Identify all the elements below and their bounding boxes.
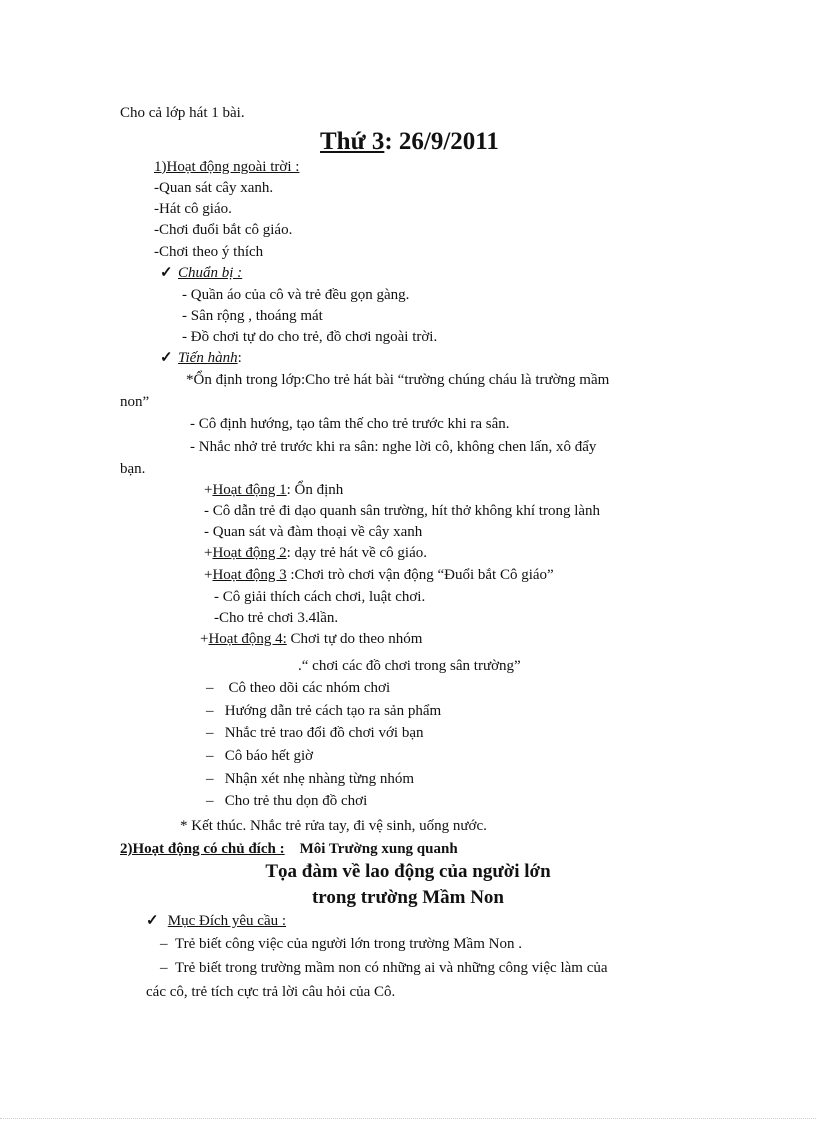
activity-2-label: Hoạt động 2 bbox=[212, 545, 287, 561]
activity-3-item: - Cô giải thích cách chơi, luật chơi. bbox=[214, 589, 426, 605]
goal-item-text: Trẻ biết trong trường mầm non có những ai và những công việc làm của bbox=[175, 960, 608, 976]
activity-item: -Quan sát cây xanh. bbox=[154, 180, 274, 196]
goal-item: – Trẻ biết trong trường mầm non có những ai và những công việc làm của bbox=[160, 960, 608, 976]
goal-label: Mục Đích yêu cầu : bbox=[167, 913, 287, 929]
activity-1-label: Hoạt động 1 bbox=[212, 482, 287, 498]
activity-2-text: : dạy trẻ hát về cô giáo. bbox=[286, 545, 428, 561]
activity-2: +Hoạt động 2: dạy trẻ hát về cô giáo. bbox=[204, 545, 428, 561]
section2-heading: 2)Hoạt động có chủ đích : bbox=[120, 841, 285, 857]
section2-topic: Môi Trường xung quanh bbox=[299, 841, 458, 857]
activity-4-item: – Hướng dẫn trẻ cách tạo ra sản phẩm bbox=[206, 703, 442, 719]
stabilize-line-cont: non” bbox=[120, 394, 150, 410]
activity-4-quote: .“ chơi các đồ chơi trong sân trường” bbox=[298, 658, 521, 674]
page-divider bbox=[0, 1118, 816, 1119]
procedure-heading bbox=[160, 349, 242, 367]
prep-item: - Quần áo của cô và trẻ đều gọn gàng. bbox=[182, 287, 410, 303]
activity-4: +Hoạt động 4: Chơi tự do theo nhóm bbox=[200, 631, 423, 647]
prep-item: - Sân rộng , thoáng mát bbox=[182, 308, 323, 324]
activity-3-label: Hoạt động 3 bbox=[212, 567, 287, 583]
remind-line: - Nhắc nhở trẻ trước khi ra sân: nghe lời cô, không chen lấn, xô đẩy bbox=[190, 439, 597, 455]
activity-item: -Chơi theo ý thích bbox=[154, 244, 264, 260]
activity-1-item: - Cô dẫn trẻ đi dạo quanh sân trường, hít thở không khí trong lành bbox=[204, 503, 601, 519]
activity-3-item: -Cho trẻ chơi 3.4lần. bbox=[214, 610, 339, 626]
section1-heading: 1)Hoạt động ngoài trời : bbox=[154, 159, 300, 175]
lesson-title-2: trong trường Mầm Non bbox=[311, 887, 505, 908]
activity-4-item: – Nhận xét nhẹ nhàng từng nhóm bbox=[206, 771, 415, 787]
activity-item: -Hát cô giáo. bbox=[154, 201, 232, 217]
goal-item: – Trẻ biết công việc của người lớn trong trường Mầm Non . bbox=[160, 936, 522, 952]
remind-line-cont: bạn. bbox=[120, 461, 146, 477]
activity-4-item-text: Cô theo dõi các nhóm chơi bbox=[228, 680, 391, 696]
check-icon: ✓ bbox=[160, 350, 173, 366]
activity-1: +Hoạt động 1: Ổn định bbox=[204, 482, 344, 498]
activity-4-label: Hoạt động 4: bbox=[208, 631, 287, 647]
activity-4-item-text: Nhắc trẻ trao đổi đồ chơi với bạn bbox=[224, 725, 424, 741]
procedure-colon: : bbox=[237, 350, 242, 366]
section2-heading-line bbox=[120, 840, 458, 858]
activity-4-item-text: Cho trẻ thu dọn đồ chơi bbox=[224, 793, 368, 809]
activity-4-item-text: Nhận xét nhẹ nhàng từng nhóm bbox=[224, 771, 415, 787]
page-title bbox=[320, 127, 499, 157]
lesson-title-1: Tọa đàm về lao động của người lớn bbox=[265, 861, 551, 882]
activity-3: +Hoạt động 3 :Chơi trò chơi vận động “Đuổi bắt Cô giáo” bbox=[204, 567, 554, 583]
check-icon: ✓ bbox=[160, 265, 173, 281]
stabilize-line: *Ổn định trong lớp:Cho trẻ hát bài “trường chúng cháu là trường mầm bbox=[186, 372, 610, 388]
activity-1-item: - Quan sát và đàm thoại về cây xanh bbox=[204, 524, 423, 540]
intro-line: Cho cả lớp hát 1 bài. bbox=[120, 105, 245, 121]
ending-line: * Kết thúc. Nhắc trẻ rửa tay, đi vệ sinh, uống nước. bbox=[180, 818, 487, 834]
activity-4-item: – Cô báo hết giờ bbox=[206, 748, 314, 764]
prep-heading bbox=[160, 264, 242, 282]
title-date: : 26/9/2011 bbox=[384, 128, 499, 155]
procedure-label: Tiến hành bbox=[178, 350, 238, 366]
orient-line: - Cô định hướng, tạo tâm thế cho trẻ trước khi ra sân. bbox=[190, 416, 510, 432]
activity-1-text: : Ổn định bbox=[286, 482, 344, 498]
activity-4-item-text: Hướng dẫn trẻ cách tạo ra sản phẩm bbox=[224, 703, 442, 719]
check-icon: ✓ bbox=[146, 913, 159, 929]
prep-item: - Đồ chơi tự do cho trẻ, đồ chơi ngoài trời. bbox=[182, 329, 438, 345]
goal-item-cont: các cô, trẻ tích cực trả lời câu hỏi của Cô. bbox=[146, 984, 396, 1000]
prep-label: Chuẩn bị : bbox=[178, 265, 243, 281]
activity-4-item-text: Cô báo hết giờ bbox=[224, 748, 314, 764]
activity-4-item: – Cho trẻ thu dọn đồ chơi bbox=[206, 793, 368, 809]
activity-3-text: :Chơi trò chơi vận động “Đuổi bắt Cô giáo” bbox=[286, 567, 554, 583]
goal-heading bbox=[146, 912, 286, 930]
activity-4-item: – Cô theo dõi các nhóm chơi bbox=[206, 680, 391, 696]
goal-item-text: Trẻ biết công việc của người lớn trong trường Mầm Non . bbox=[175, 936, 522, 952]
title-day: Thứ 3 bbox=[320, 128, 385, 155]
activity-item: -Chơi đuổi bắt cô giáo. bbox=[154, 222, 293, 238]
activity-4-text: Chơi tự do theo nhóm bbox=[286, 631, 423, 647]
activity-4-item: – Nhắc trẻ trao đổi đồ chơi với bạn bbox=[206, 725, 424, 741]
